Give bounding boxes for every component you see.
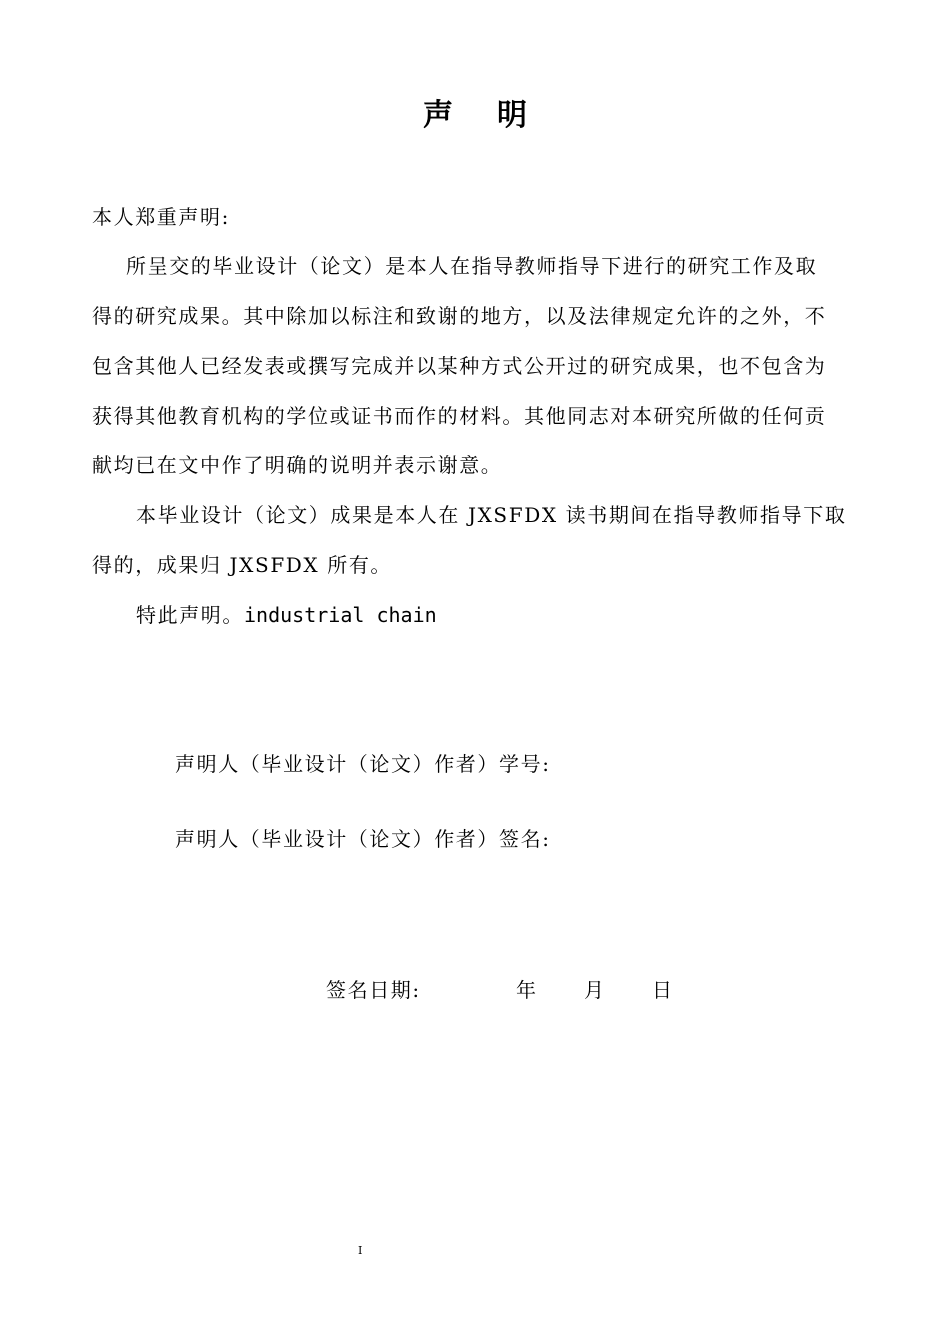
page-number: I [358,1244,363,1257]
paragraph2-line-1: 本毕业设计（论文）成果是本人在 JXSFDX 读书期间在指导教师指导下取 [136,503,847,527]
date-month-label: 月 [584,978,606,1002]
paragraph1-line-3: 包含其他人已经发表或撰写完成并以某种方式公开过的研究成果，也不包含为 [92,354,827,378]
closing-text: 特此声明。 [136,603,244,627]
date-year-label: 年 [516,978,538,1002]
paragraph1-line-4: 获得其他教育机构的学位或证书而作的材料。其他同志对本研究所做的任何贡 [92,404,827,428]
closing-extra-text: industrial chain [244,603,437,627]
closing-line [136,601,437,629]
paragraph1-line-5: 献均已在文中作了明确的说明并表示谢意。 [92,453,503,477]
opening-line: 本人郑重声明: [92,205,230,229]
paragraph1-line-2: 得的研究成果。其中除加以标注和致谢的地方，以及法律规定允许的之外，不 [92,304,827,328]
date-label: 签名日期: [326,978,421,1002]
student-id-label: 声明人（毕业设计（论文）作者）学号: [175,752,551,776]
paragraph2-line-2: 得的，成果归 JXSFDX 所有。 [92,553,393,577]
paragraph1-line-1: 所呈交的毕业设计（论文）是本人在指导教师指导下进行的研究工作及取 [126,254,818,278]
declaration-title: 声明 [423,98,571,133]
signature-label: 声明人（毕业设计（论文）作者）签名: [175,827,551,851]
date-day-label: 日 [652,978,674,1002]
